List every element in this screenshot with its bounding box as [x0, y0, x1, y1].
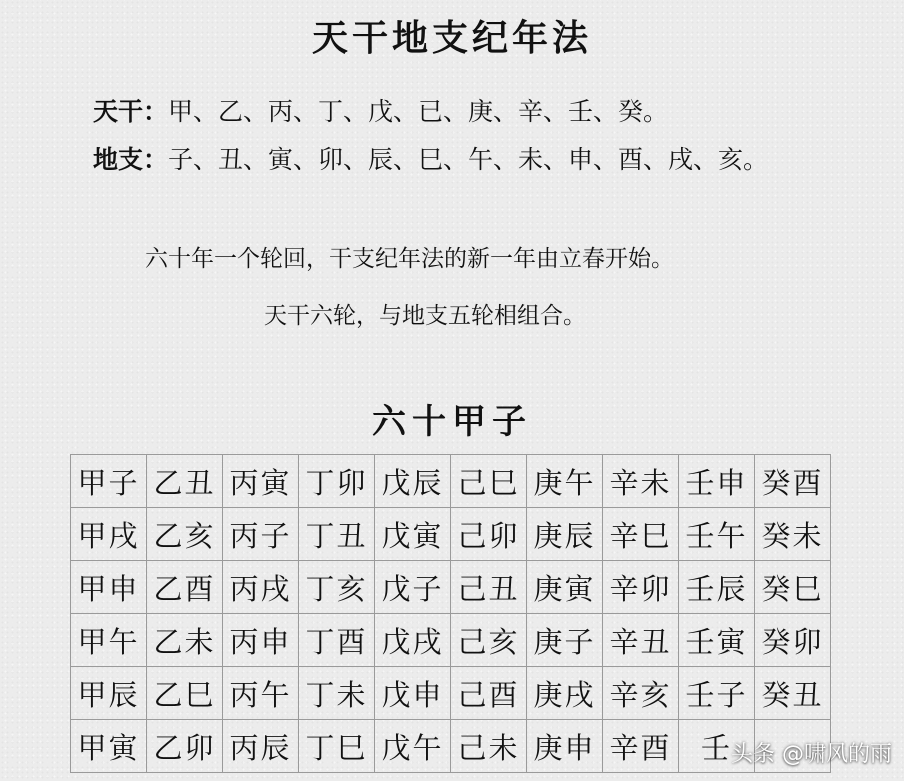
table-cell: 戊申 [375, 667, 451, 720]
table-title: 六十甲子 [372, 402, 532, 442]
table-cell: 壬申 [679, 455, 755, 508]
watermark [731, 735, 892, 769]
page-title: 天干地支纪年法 [311, 17, 592, 59]
table-cell: 辛亥 [603, 667, 679, 720]
table-cell: 戊寅 [375, 508, 451, 561]
heavenly-stems-list: 甲、乙、丙、丁、戊、已、庚、辛、壬、癸。 [168, 97, 669, 126]
table-cell: 己亥 [451, 614, 527, 667]
table-cell: 乙酉 [147, 561, 223, 614]
table-row [71, 614, 831, 667]
table-cell: 戊辰 [375, 455, 451, 508]
table-cell: 甲戌 [71, 508, 147, 561]
table-cell: 丙辰 [223, 720, 299, 773]
heavenly-stems-line [93, 94, 668, 130]
table-cell: 辛未 [603, 455, 679, 508]
table-cell: 癸未 [755, 508, 831, 561]
table-cell: 戊子 [375, 561, 451, 614]
table-cell: 辛酉 [603, 720, 679, 773]
earthly-branches-label: 地支： [93, 145, 169, 174]
table-cell: 辛巳 [603, 508, 679, 561]
table-cell: 庚寅 [527, 561, 603, 614]
table-cell: 壬辰 [679, 561, 755, 614]
table-cell: 己酉 [451, 667, 527, 720]
table-row [71, 508, 831, 561]
table-cell: 丙午 [223, 667, 299, 720]
table-cell: 癸巳 [755, 561, 831, 614]
table-cell: 庚子 [527, 614, 603, 667]
heavenly-stems-label: 天干： [93, 97, 169, 126]
table-row [71, 667, 831, 720]
table-cell: 丁未 [299, 667, 375, 720]
table-cell: 丙子 [223, 508, 299, 561]
table-cell: 辛丑 [603, 614, 679, 667]
cycle-note: 六十年一个轮回，干支纪年法的新一年由立春开始。 [145, 246, 674, 272]
table-cell: 乙丑 [147, 455, 223, 508]
table-cell: 癸卯 [755, 614, 831, 667]
table-cell: 壬子 [679, 667, 755, 720]
table-cell: 己巳 [451, 455, 527, 508]
table-cell: 己未 [451, 720, 527, 773]
table-cell: 丁卯 [299, 455, 375, 508]
table-cell: 丁亥 [299, 561, 375, 614]
table-cell: 庚申 [527, 720, 603, 773]
table-cell: 癸酉 [755, 455, 831, 508]
sexagenary-cycle-table [70, 454, 831, 773]
table-cell: 乙卯 [147, 720, 223, 773]
table-cell: 壬寅 [679, 614, 755, 667]
table-cell: 甲子 [71, 455, 147, 508]
table-cell: 甲午 [71, 614, 147, 667]
table-row [71, 455, 831, 508]
table-cell: 丙申 [223, 614, 299, 667]
earthly-branches-line [93, 142, 768, 178]
watermark-text: 头条 @啸风的雨 [731, 741, 892, 767]
table-row [71, 720, 831, 773]
table-cell: 丙寅 [223, 455, 299, 508]
table-cell: 丙戌 [223, 561, 299, 614]
combination-note: 天干六轮，与地支五轮相组合。 [264, 303, 586, 329]
table-cell: 甲申 [71, 561, 147, 614]
table-row [71, 561, 831, 614]
table-cell: 丁酉 [299, 614, 375, 667]
table-cell: 乙未 [147, 614, 223, 667]
table-cell: 戊午 [375, 720, 451, 773]
table-cell: 庚戌 [527, 667, 603, 720]
table-cell: 庚辰 [527, 508, 603, 561]
table-cell: 乙亥 [147, 508, 223, 561]
table-cell: 庚午 [527, 455, 603, 508]
table-cell: 己丑 [451, 561, 527, 614]
table-cell: 己卯 [451, 508, 527, 561]
table-cell: 癸丑 [755, 667, 831, 720]
table-cell: 丁丑 [299, 508, 375, 561]
table-cell: 甲辰 [71, 667, 147, 720]
table-cell: 壬 [679, 720, 755, 773]
table-cell: 戊戌 [375, 614, 451, 667]
table-cell: 辛卯 [603, 561, 679, 614]
table-cell: 丁巳 [299, 720, 375, 773]
table-cell: 乙巳 [147, 667, 223, 720]
earthly-branches-list: 子、丑、寅、卯、辰、巳、午、未、申、酉、戌、亥。 [168, 145, 769, 174]
table-cell: 壬午 [679, 508, 755, 561]
table-cell: 甲寅 [71, 720, 147, 773]
